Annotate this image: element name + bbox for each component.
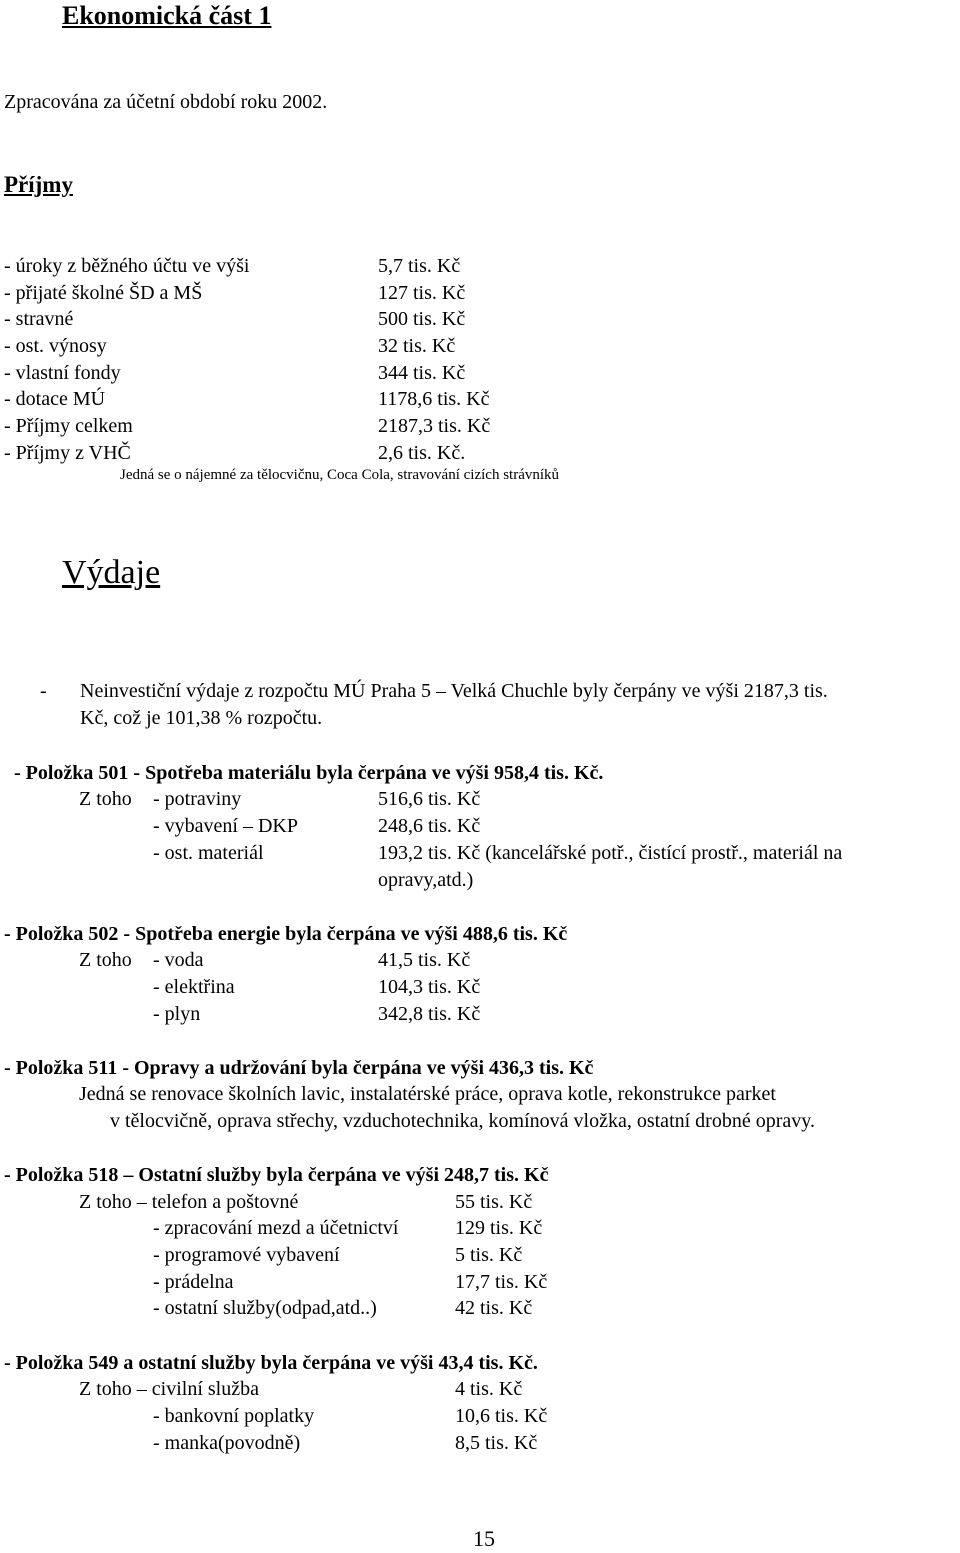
- item-549-row-value: 10,6 tis. Kč: [455, 1405, 548, 1427]
- item-549-row-label: - bankovní poplatky: [153, 1405, 315, 1427]
- income-row-value: 2,6 tis. Kč.: [378, 442, 466, 464]
- item-518-row-label: - ostatní služby(odpad,atd..): [153, 1297, 377, 1319]
- item-501-row-label: - potraviny: [153, 788, 242, 810]
- item-518-title: - Položka 518 – Ostatní služby byla čerpána ve výši 248,7 tis. Kč: [4, 1164, 549, 1186]
- intro-dash: -: [40, 680, 47, 702]
- item-518-row-label: - zpracování mezd a účetnictví: [153, 1217, 399, 1239]
- item-549-title: - Položka 549 a ostatní služby byla čerpána ve výši 43,4 tis. Kč.: [4, 1352, 538, 1374]
- income-row-label: - přijaté školné ŠD a MŠ: [4, 282, 203, 304]
- intro-line: Kč, což je 101,38 % rozpočtu.: [80, 707, 323, 729]
- item-502-row-value: 342,8 tis. Kč: [378, 1003, 481, 1025]
- item-511-title: - Položka 511 - Opravy a udržování byla čerpána ve výši 436,3 tis. Kč: [4, 1057, 594, 1079]
- income-row-value: 5,7 tis. Kč: [378, 255, 461, 277]
- item-501-row-value: 193,2 tis. Kč (kancelářské potř., čistící prostř., materiál na: [378, 842, 843, 864]
- item-502-row-value: 104,3 tis. Kč: [378, 976, 481, 998]
- item-502-title: - Položka 502 - Spotřeba energie byla čerpána ve výši 488,6 tis. Kč: [4, 923, 568, 945]
- page-number: 15: [473, 1526, 495, 1551]
- item-502-row-label: - plyn: [153, 1003, 201, 1025]
- item-501-row-label: - vybavení – DKP: [153, 815, 298, 837]
- item-502-prefix: Z toho: [79, 949, 132, 971]
- income-row-value: 127 tis. Kč: [378, 282, 466, 304]
- item-511-line: Jedná se renovace školních lavic, instalatérské práce, oprava kotle, rekonstrukce parket: [79, 1083, 776, 1105]
- item-518-row-value: 17,7 tis. Kč: [455, 1271, 548, 1293]
- income-row-value: 1178,6 tis. Kč: [378, 388, 490, 410]
- item-518-row-label: - prádelna: [153, 1271, 234, 1293]
- income-row-label: - ost. výnosy: [4, 335, 107, 357]
- income-title: Příjmy: [4, 172, 73, 197]
- item-511-line: v tělocvičně, oprava střechy, vzduchotechnika, komínová vložka, ostatní drobné opravy.: [110, 1110, 815, 1132]
- item-518-row-label: - programové vybavení: [153, 1244, 340, 1266]
- income-note: Jedná se o nájemné za tělocvičnu, Coca Cola, stravování cizích strávníků: [120, 467, 560, 483]
- income-row-label: - Příjmy z VHČ: [4, 442, 131, 464]
- item-518-prefix-value: 55 tis. Kč: [455, 1191, 533, 1213]
- item-501-title: - Položka 501 - Spotřeba materiálu byla čerpána ve výši 958,4 tis. Kč.: [14, 762, 604, 784]
- income-row-label: - stravné: [4, 308, 74, 330]
- income-row-value: 2187,3 tis. Kč: [378, 415, 491, 437]
- income-row-value: 32 tis. Kč: [378, 335, 456, 357]
- item-549-row-value: 8,5 tis. Kč: [455, 1432, 538, 1454]
- income-row-value: 500 tis. Kč: [378, 308, 466, 330]
- income-row-label: - vlastní fondy: [4, 362, 121, 384]
- item-501-row-value: 516,6 tis. Kč: [378, 788, 481, 810]
- item-502-row-label: - elektřina: [153, 976, 235, 998]
- income-row-value: 344 tis. Kč: [378, 362, 466, 384]
- item-518-row-value: 42 tis. Kč: [455, 1297, 533, 1319]
- item-518-row-value: 129 tis. Kč: [455, 1217, 543, 1239]
- item-501-continuation: opravy,atd.): [378, 869, 474, 891]
- item-549-prefix-value: 4 tis. Kč: [455, 1378, 523, 1400]
- intro-line: Neinvestiční výdaje z rozpočtu MÚ Praha 5 – Velká Chuchle byly čerpány ve výši 2187,3 tis.: [80, 680, 828, 702]
- item-518-prefix: Z toho – telefon a poštovné: [79, 1191, 299, 1213]
- item-501-prefix: Z toho: [79, 788, 132, 810]
- item-549-prefix: Z toho – civilní služba: [79, 1378, 259, 1400]
- item-502-row-label: - voda: [153, 949, 204, 971]
- income-row-label: - úroky z běžného účtu ve výši: [4, 255, 250, 277]
- item-501-row-label: - ost. materiál: [153, 842, 264, 864]
- item-518-row-value: 5 tis. Kč: [455, 1244, 523, 1266]
- item-549-row-label: - manka(povodně): [153, 1432, 301, 1454]
- document-heading: Ekonomická část 1: [62, 1, 272, 30]
- item-501-row-value: 248,6 tis. Kč: [378, 815, 481, 837]
- expenses-title: Výdaje: [62, 554, 161, 591]
- item-502-row-value: 41,5 tis. Kč: [378, 949, 471, 971]
- period-text: Zpracována za účetní období roku 2002.: [4, 91, 328, 113]
- income-row-label: - dotace MÚ: [4, 388, 106, 410]
- income-row-label: - Příjmy celkem: [4, 415, 133, 437]
